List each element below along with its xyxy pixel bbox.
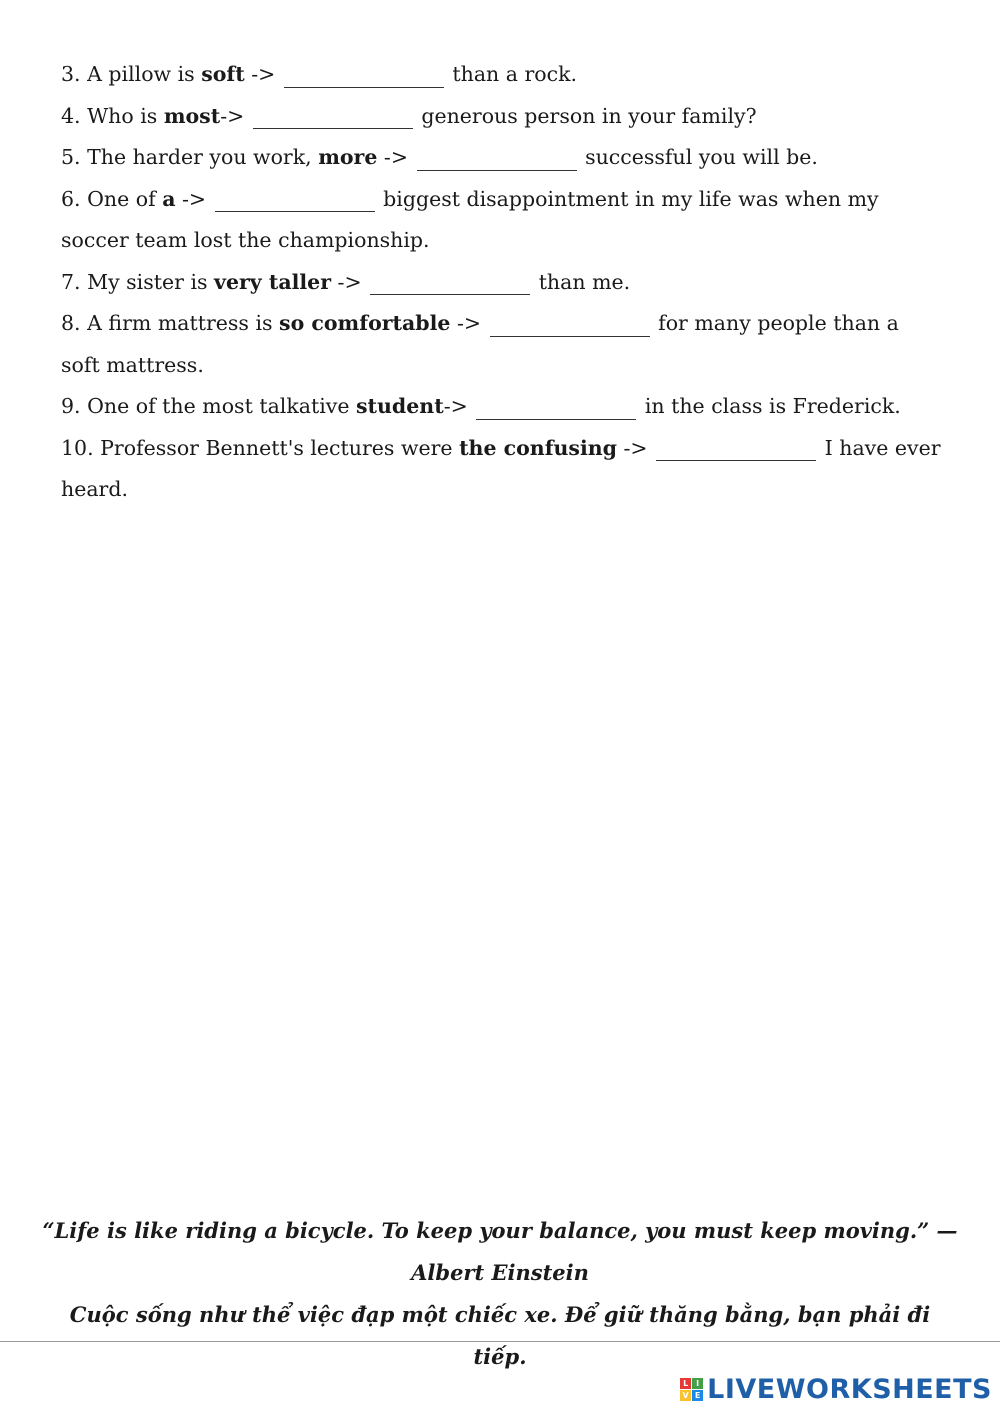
hint-word: so comfortable: [279, 311, 451, 335]
exercise-item-3: 3. A pillow is soft -> than a rock.: [61, 62, 578, 86]
quote-vietnamese: Cuộc sống như thể việc đạp một chiếc xe. Để giữ thăng bằng, bạn phải đi tiếp.: [69, 1302, 931, 1369]
answer-input-10[interactable]: [656, 438, 816, 461]
exercise-item-9: 9. One of the most talkative student-> in the class is Frederick.: [61, 394, 901, 418]
footer-divider: [0, 1341, 1000, 1342]
hint-word: a: [162, 186, 176, 211]
logo-letter-i: I: [692, 1378, 703, 1389]
answer-input-6[interactable]: [215, 189, 375, 212]
exercise-item-4: 4. Who is most-> generous person in your family?: [61, 103, 757, 128]
brand-name: LIVEWORKSHEETS: [707, 1374, 992, 1405]
logo-letter-l: L: [680, 1378, 691, 1389]
quote-english: “Life is like riding a bicycle. To keep your balance, you must keep moving.” — Albert Einstein: [42, 1218, 958, 1285]
hint-word: very taller: [214, 269, 332, 294]
answer-input-4[interactable]: [253, 106, 413, 129]
hint-word: more: [318, 145, 378, 169]
exercise-list: [61, 54, 941, 511]
exercise-item-6: 6. One of a -> biggest disappointment in my life was when my soccer team lost the championship.: [61, 186, 879, 252]
answer-input-3[interactable]: [284, 65, 444, 88]
exercise-item-5: 5. The harder you work, more -> successful you will be.: [61, 145, 818, 169]
answer-input-9[interactable]: [476, 397, 636, 420]
answer-input-8[interactable]: [490, 314, 650, 337]
answer-input-5[interactable]: [417, 148, 577, 171]
hint-word: soft: [201, 62, 245, 86]
hint-word: most: [163, 103, 221, 128]
answer-input-7[interactable]: [370, 272, 530, 295]
liveworksheets-logo-icon: [680, 1378, 703, 1401]
brand-logo[interactable]: [680, 1374, 992, 1405]
hint-word: the confusing: [459, 435, 617, 460]
exercise-item-7: 7. My sister is very taller -> than me.: [61, 269, 631, 294]
exercise-item-8: 8. A firm mattress is so comfortable -> for many people than a soft mattress.: [61, 311, 899, 377]
hint-word: student: [356, 394, 444, 418]
logo-letter-e: E: [692, 1390, 703, 1401]
exercise-item-10: 10. Professor Bennett's lectures were the confusing -> I have ever heard.: [61, 435, 941, 501]
quote-block: [40, 1210, 960, 1378]
logo-letter-v: V: [680, 1390, 691, 1401]
